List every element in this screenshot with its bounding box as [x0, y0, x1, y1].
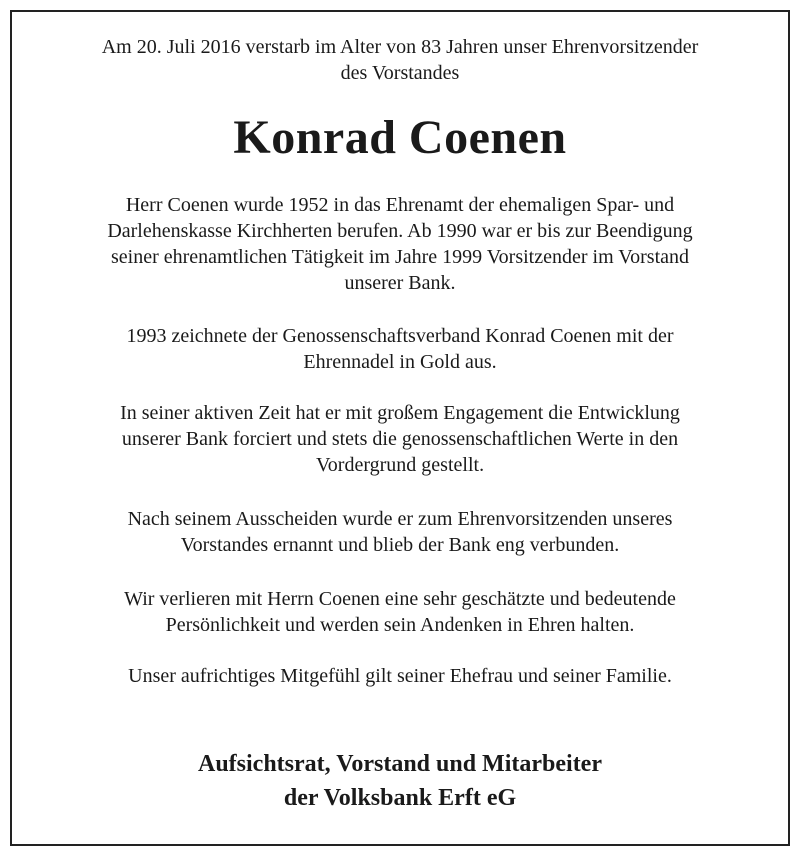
intro-line: des Vorstandes	[340, 62, 460, 84]
paragraph-line: Herr Coenen wurde 1952 in das Ehrenamt der ehemaligen Spar- und	[125, 194, 675, 216]
paragraph-condolence	[0, 663, 800, 689]
paragraph-loss	[0, 586, 800, 638]
paragraph-engagement	[0, 400, 800, 478]
intro-text	[0, 34, 800, 86]
paragraph-honorary	[0, 506, 800, 558]
paragraph-line: Unser aufrichtiges Mitgefühl gilt seiner Ehefrau und seiner Familie.	[128, 665, 672, 687]
paragraph-line: unserer Bank forciert und stets die genossenschaftlichen Werte in den	[121, 428, 679, 450]
intro-line: Am 20. Juli 2016 verstarb im Alter von 83 Jahren unser Ehrenvorsitzender	[101, 36, 699, 58]
paragraph-line: Vordergrund gestellt.	[315, 454, 485, 476]
paragraph-line: Nach seinem Ausscheiden wurde er zum Ehrenvorsitzenden unseres	[127, 508, 673, 530]
paragraph-line: Vorstandes ernannt und blieb der Bank eng verbunden.	[180, 534, 620, 556]
paragraph-line: Ehrennadel in Gold aus.	[303, 351, 497, 373]
paragraph-line: 1993 zeichnete der Genossenschaftsverband Konrad Coenen mit der	[126, 325, 674, 347]
paragraph-line: Darlehenskasse Kirchherten berufen. Ab 1990 war er bis zur Beendigung	[107, 220, 693, 242]
deceased-name: Konrad Coenen	[233, 111, 567, 164]
paragraph-line: In seiner aktiven Zeit hat er mit großem Engagement die Entwicklung	[120, 402, 680, 424]
signature-line: der Volksbank Erft eG	[283, 785, 517, 811]
paragraph-career	[0, 192, 800, 296]
signature-line: Aufsichtsrat, Vorstand und Mitarbeiter	[197, 751, 602, 777]
paragraph-line: Wir verlieren mit Herrn Coenen eine sehr geschätzte und bedeutende	[124, 588, 676, 610]
paragraph-line: unserer Bank.	[344, 272, 456, 294]
signature-block	[0, 747, 800, 815]
paragraph-award	[0, 323, 800, 375]
paragraph-line: Persönlichkeit und werden sein Andenken in Ehren halten.	[165, 614, 635, 636]
paragraph-line: seiner ehrenamtlichen Tätigkeit im Jahre 1999 Vorsitzender im Vorstand	[110, 246, 690, 268]
